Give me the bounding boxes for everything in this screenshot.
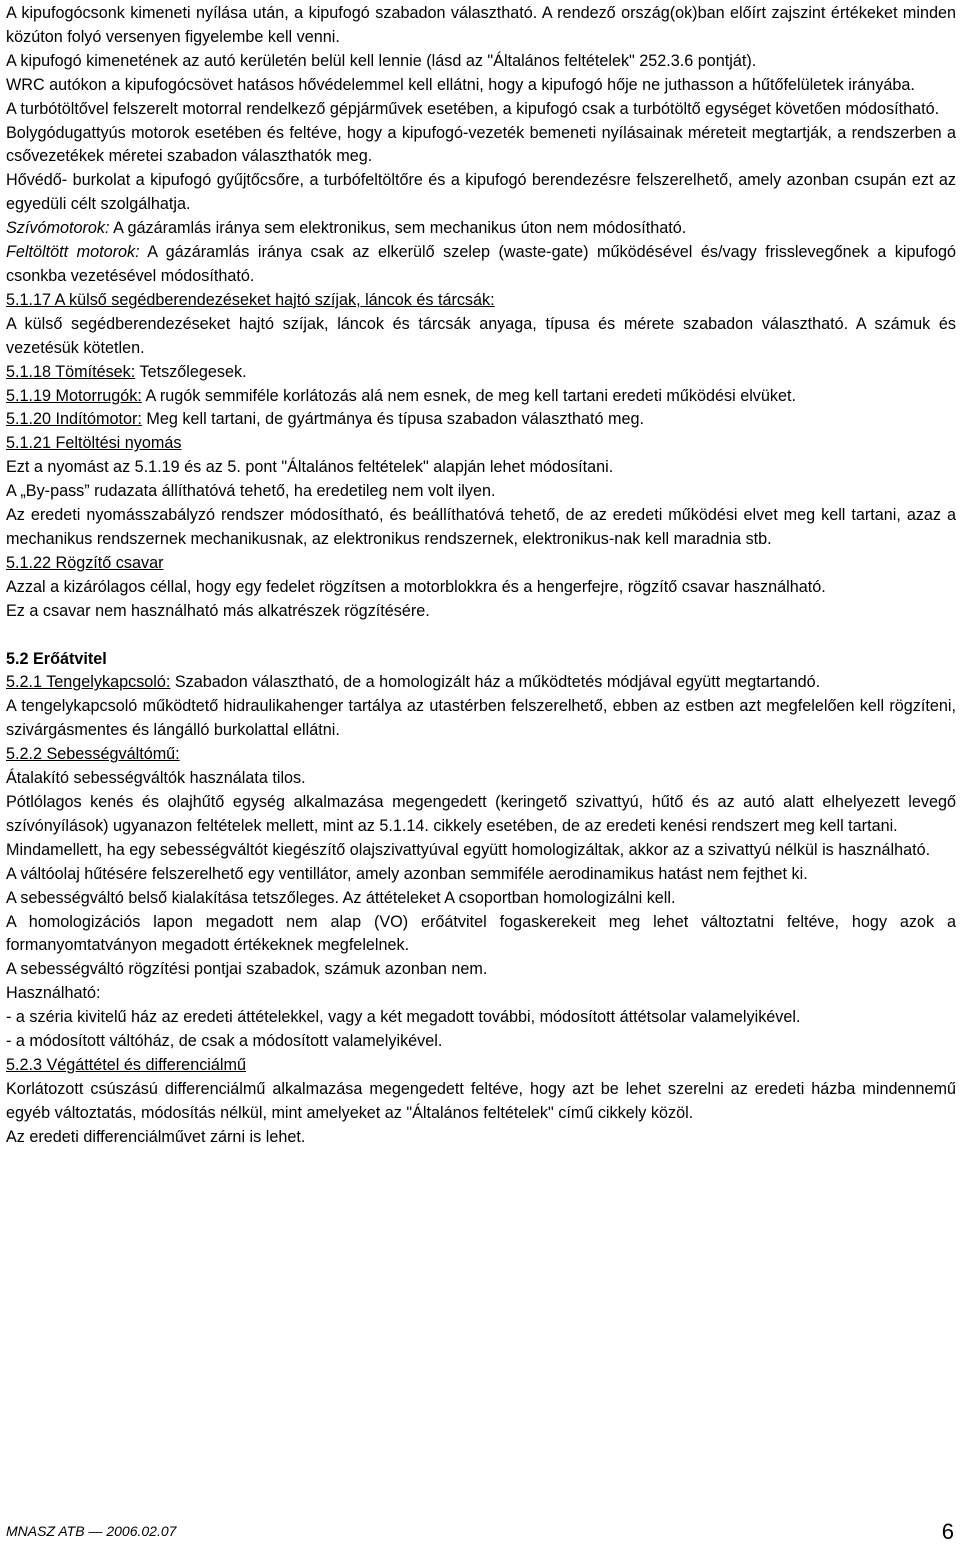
paragraph-text: Átalakító sebességváltók használata tilos. [6, 769, 306, 788]
paragraph [6, 982, 956, 1006]
inline-term: Feltöltött motorok: [6, 243, 140, 262]
paragraph [6, 385, 956, 409]
paragraph [6, 98, 956, 122]
paragraph [6, 1030, 956, 1054]
paragraph-text: Meg kell tartani, de gyártmánya és típusa szabadon választható meg. [141, 410, 644, 429]
paragraph-text: Bolygódugattyús motorok esetében és feltéve, hogy a kipufogó-vezeték bemeneti nyílásainak méreteit megtartják, a rendszerben a csővezetékek méretei szabadon választhatók meg. [6, 123, 956, 166]
paragraph-text: A tengelykapcsoló működtető hidraulikahenger tartálya az utastérben felszerelhető, ebben az estben azt megfelelően kell rögzíteni, szivárgásmentes és lángálló burkolattal ellátni. [6, 697, 956, 740]
document-body [6, 2, 956, 1150]
paragraph [6, 648, 956, 672]
paragraph [6, 695, 956, 743]
paragraph [6, 1054, 956, 1078]
paragraph [6, 863, 956, 887]
paragraph-text: Ez a csavar nem használható más alkatrészek rögzítésére. [6, 601, 430, 620]
paragraph [6, 289, 956, 313]
paragraph-text: A kipufogócsonk kimeneti nyílása után, a kipufogó szabadon választható. A rendező ország(ok)ban előírt zajszint értékeket minden közúton folyó versenyen figyelembe kell venni. [6, 4, 956, 46]
paragraph [6, 169, 956, 217]
paragraph-text: A turbótöltővel felszerelt motorral rendelkező gépjárművek esetében, a kipufogó csak a turbótöltő egységet követően módosítható. [6, 99, 940, 118]
paragraph-text: WRC autókon a kipufogócsövet hatásos hővédelemmel kell ellátni, hogy a kipufogó hője ne juthasson a hűtőfelületek irányába. [6, 75, 915, 94]
paragraph [6, 600, 956, 624]
paragraph [6, 552, 956, 576]
paragraph-text: A sebességváltó belső kialakítása tetszőleges. Az áttételeket A csoportban homologizálni kell. [6, 888, 676, 907]
page-number: 6 [941, 1519, 954, 1544]
paragraph-text: Hővédő- burkolat a kipufogó gyűjtőcsőre, a turbófeltöltőre és a kipufogó berendezésre felszerelhető, amely azonban csupán ezt az egyedüli célt szolgálhatja. [6, 171, 956, 214]
paragraph-text: Szabadon választható, de a homologizált ház a működtetés módjával együtt megtartandó. [170, 673, 821, 692]
paragraph-text: A homologizációs lapon megadott nem alap (VO) erőátvitel fogaskerekeit meg lehet változtatni feltéve, hogy azok a formanyomtatványon megadott értékeknek megfelelnek. [6, 912, 956, 955]
paragraph-text: - a módosított váltóház, de csak a módosított valamelyikével. [6, 1032, 443, 1051]
paragraph-text: A rugók semmiféle korlátozás alá nem esnek, de meg kell tartani eredeti működési elvüket. [141, 386, 796, 405]
paragraph [6, 2, 956, 50]
subsection-heading: 5.1.18 Tömítések: [6, 362, 136, 381]
subsection-heading: 5.2.3 Végáttétel és differenciálmű [6, 1055, 246, 1074]
paragraph [6, 767, 956, 791]
paragraph-text: A külső segédberendezéseket hajtó szíjak, láncok és tárcsák anyaga, típusa és mérete szabadon választható. A számuk és vezetésük kötetlen. [6, 314, 956, 357]
subsection-heading: 5.1.20 Indítómotor: [6, 410, 142, 429]
inline-term: Szívómotorok: [6, 219, 110, 238]
paragraph-text: - a széria kivitelű ház az eredeti áttételekkel, vagy a két megadott további, módosított áttétsolar valamelyikével. [6, 1008, 801, 1027]
paragraph [6, 122, 956, 170]
footer-reference: MNASZ ATB — 2006.02.07 [6, 1523, 177, 1539]
paragraph [6, 576, 956, 600]
paragraph [6, 313, 956, 361]
paragraph-text: A váltóolaj hűtésére felszerelhető egy ventillátor, amely azonban semmiféle aerodinamikus hatást nem fejthet ki. [6, 864, 808, 883]
paragraph-text: Az eredeti nyomásszabályzó rendszer módosítható, és beállíthatóvá tehető, de az eredeti működési elvet meg kell tartani, azaz a mechanikus rendszernek mechanikusnak, az elektronikus rendszernek, elektronikus-nak kell maradnia stb. [6, 506, 956, 548]
paragraph-text: Használható: [6, 984, 101, 1003]
subsection-heading: 5.1.21 Feltöltési nyomás [6, 434, 182, 453]
paragraph [6, 361, 956, 385]
paragraph-text: Az eredeti differenciálművet zárni is lehet. [6, 1127, 306, 1146]
subsection-heading: 5.2.2 Sebességváltómű: [6, 745, 180, 764]
paragraph-text: Ezt a nyomást az 5.1.19 és az 5. pont "Általános feltételek" alapján lehet módosítani. [6, 458, 614, 477]
paragraph [6, 217, 956, 241]
paragraph [6, 911, 956, 959]
paragraph [6, 74, 956, 98]
paragraph [6, 743, 956, 767]
paragraph [6, 671, 956, 695]
paragraph [6, 241, 956, 289]
paragraph [6, 839, 956, 863]
paragraph-text: Korlátozott csúszású differenciálmű alkalmazása megengedett feltéve, hogy azt be lehet szerelni az eredeti házba mindennemű egyéb változtatás, módosítás nélkül, mint amelyeket az "Általános feltételek" című cikkely közöl. [6, 1079, 956, 1122]
section-heading: 5.2 Erőátvitel [6, 649, 107, 668]
paragraph [6, 504, 956, 552]
subsection-heading: 5.2.1 Tengelykapcsoló: [6, 673, 171, 692]
subsection-heading: 5.1.19 Motorrugók: [6, 386, 142, 405]
subsection-heading: 5.1.22 Rögzítő csavar [6, 553, 164, 572]
paragraph-text: A sebességváltó rögzítési pontjai szabadok, számuk azonban nem. [6, 960, 488, 979]
paragraph-text: Tetszőlegesek. [135, 362, 247, 381]
paragraph [6, 1126, 956, 1150]
paragraph [6, 480, 956, 504]
paragraph [6, 456, 956, 480]
paragraph [6, 432, 956, 456]
subsection-heading: 5.1.17 A külső segédberendezéseket hajtó szíjak, láncok és tárcsák: [6, 290, 495, 309]
paragraph [6, 50, 956, 74]
paragraph [6, 887, 956, 911]
paragraph-text: A gázáramlás iránya sem elektronikus, sem mechanikus úton nem módosítható. [109, 219, 687, 238]
paragraph [6, 1078, 956, 1126]
paragraph [6, 958, 956, 982]
paragraph-text: A „By-pass” rudazata állíthatóvá tehető, ha eredetileg nem volt ilyen. [6, 482, 496, 501]
paragraph [6, 1006, 956, 1030]
paragraph [6, 791, 956, 839]
blank-line [6, 624, 956, 648]
paragraph-text: Azzal a kizárólagos céllal, hogy egy fedelet rögzítsen a motorblokkra és a hengerfejre, rögzítő csavar használható. [6, 577, 826, 596]
paragraph [6, 408, 956, 432]
paragraph-text: A kipufogó kimenetének az autó kerületén belül kell lennie (lásd az "Általános feltételek" 252.3.6 pontját). [6, 51, 757, 70]
paragraph-text: Pótlólagos kenés és olajhűtő egység alkalmazása megengedett (keringető szivattyú, hűtő és az autó alatt elhelyezett levegő szívónyílások) ugyanazon feltételek mellett, mint az 5.1.14. cikkely esetében, de az eredeti kenési rendszert meg kell tartani. [6, 793, 956, 835]
paragraph-text: Mindamellett, ha egy sebességváltót kiegészítő olajszivattyúval együtt homologizáltak, akkor az a szivattyú nélkül is használható. [6, 840, 931, 859]
paragraph-text: A gázáramlás iránya csak az elkerülő szelep (waste-gate) működésével és/vagy frisslevegőnek a kipufogó csonkba vezetésével módosítható. [6, 243, 956, 285]
